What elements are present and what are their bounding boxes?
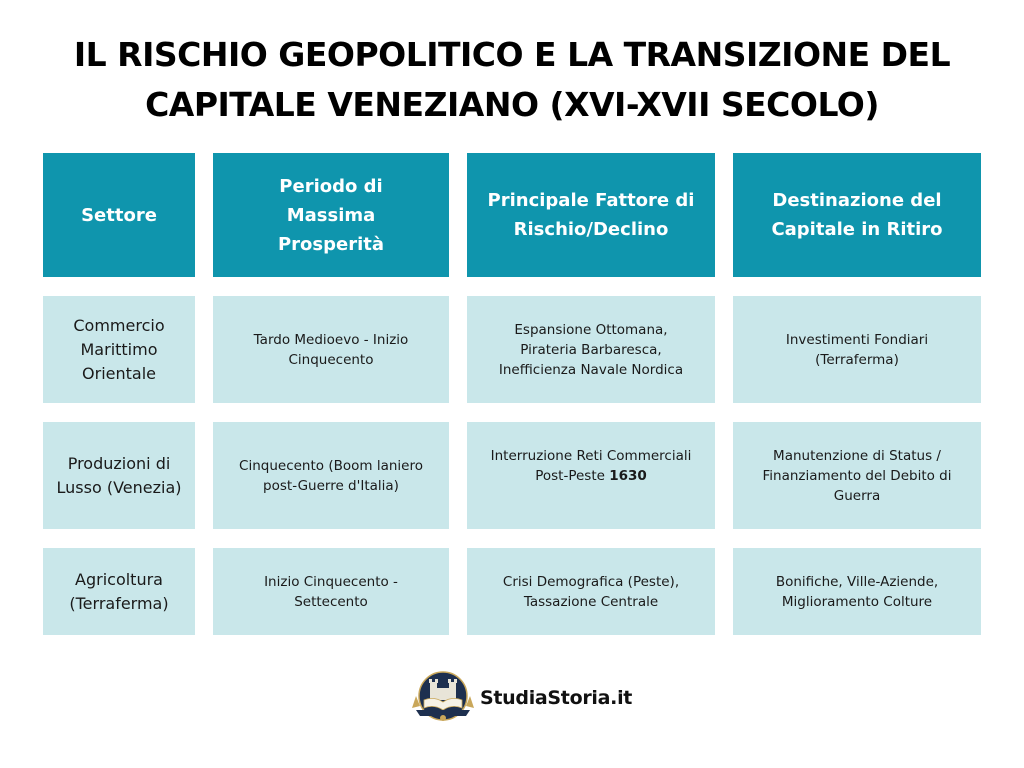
header-fattore: Principale Fattore di Rischio/Declino	[467, 153, 715, 277]
cell-periodo-3-text: Inizio Cinquecento - Settecento	[264, 573, 398, 610]
cell-settore-1: Commercio Marittimo Orientale	[43, 296, 195, 403]
cell-destinazione-1	[733, 296, 981, 403]
cell-destinazione-2-text: Manutenzione di Status / Finanziamento del Debito di Guerra	[762, 448, 952, 504]
castle-book-crest-icon	[410, 668, 476, 728]
cell-destinazione-3	[733, 548, 981, 635]
cell-destinazione-1-text: Investimenti Fondiari (Terraferma)	[785, 331, 929, 368]
cell-fattore-1	[467, 296, 715, 403]
cell-periodo-1-text: Tardo Medioevo - Inizio Cinquecento	[253, 331, 409, 368]
header-destinazione-label: Destinazione del Capitale in Ritiro	[771, 190, 943, 240]
brand-name: StudiaStoria.it	[480, 687, 633, 709]
cell-fattore-3	[467, 548, 715, 635]
brand-logo	[410, 668, 632, 728]
cell-periodo-2-text: Cinquecento (Boom laniero post-Guerre d'Italia)	[239, 457, 423, 494]
header-periodo-label: Periodo di Massima Prosperità	[277, 175, 385, 255]
header-destinazione	[733, 153, 981, 277]
cell-periodo-3	[213, 548, 449, 635]
page-title	[0, 30, 1024, 130]
cell-fattore-2-year: 1630	[609, 468, 647, 484]
cell-settore-3: Agricoltura (Terraferma)	[43, 548, 195, 635]
cell-fattore-3-text: Crisi Demografica (Peste), Tassazione Centrale	[502, 573, 680, 610]
cell-fattore-2	[467, 422, 715, 529]
cell-fattore-2-prefix: Interruzione Reti Commerciali Post-Peste	[490, 448, 692, 484]
cell-periodo-1	[213, 296, 449, 403]
cell-settore-2: Produzioni di Lusso (Venezia)	[43, 422, 195, 529]
cell-fattore-1-text: Espansione Ottomana, Pirateria Barbaresca, Inefficienza Navale Nordica	[498, 321, 684, 378]
header-periodo	[213, 153, 449, 277]
cell-destinazione-3-text: Bonifiche, Ville-Aziende, Miglioramento Colture	[775, 573, 939, 610]
title-line-1: IL RISCHIO GEOPOLITICO E LA TRANSIZIONE DEL	[73, 35, 951, 74]
cell-periodo-2	[213, 422, 449, 529]
title-line-2: CAPITALE VENEZIANO (XVI-XVII SECOLO)	[145, 85, 879, 124]
cell-fattore-2-text	[477, 446, 705, 486]
cell-destinazione-2	[733, 422, 981, 529]
header-settore: Settore	[43, 153, 195, 277]
